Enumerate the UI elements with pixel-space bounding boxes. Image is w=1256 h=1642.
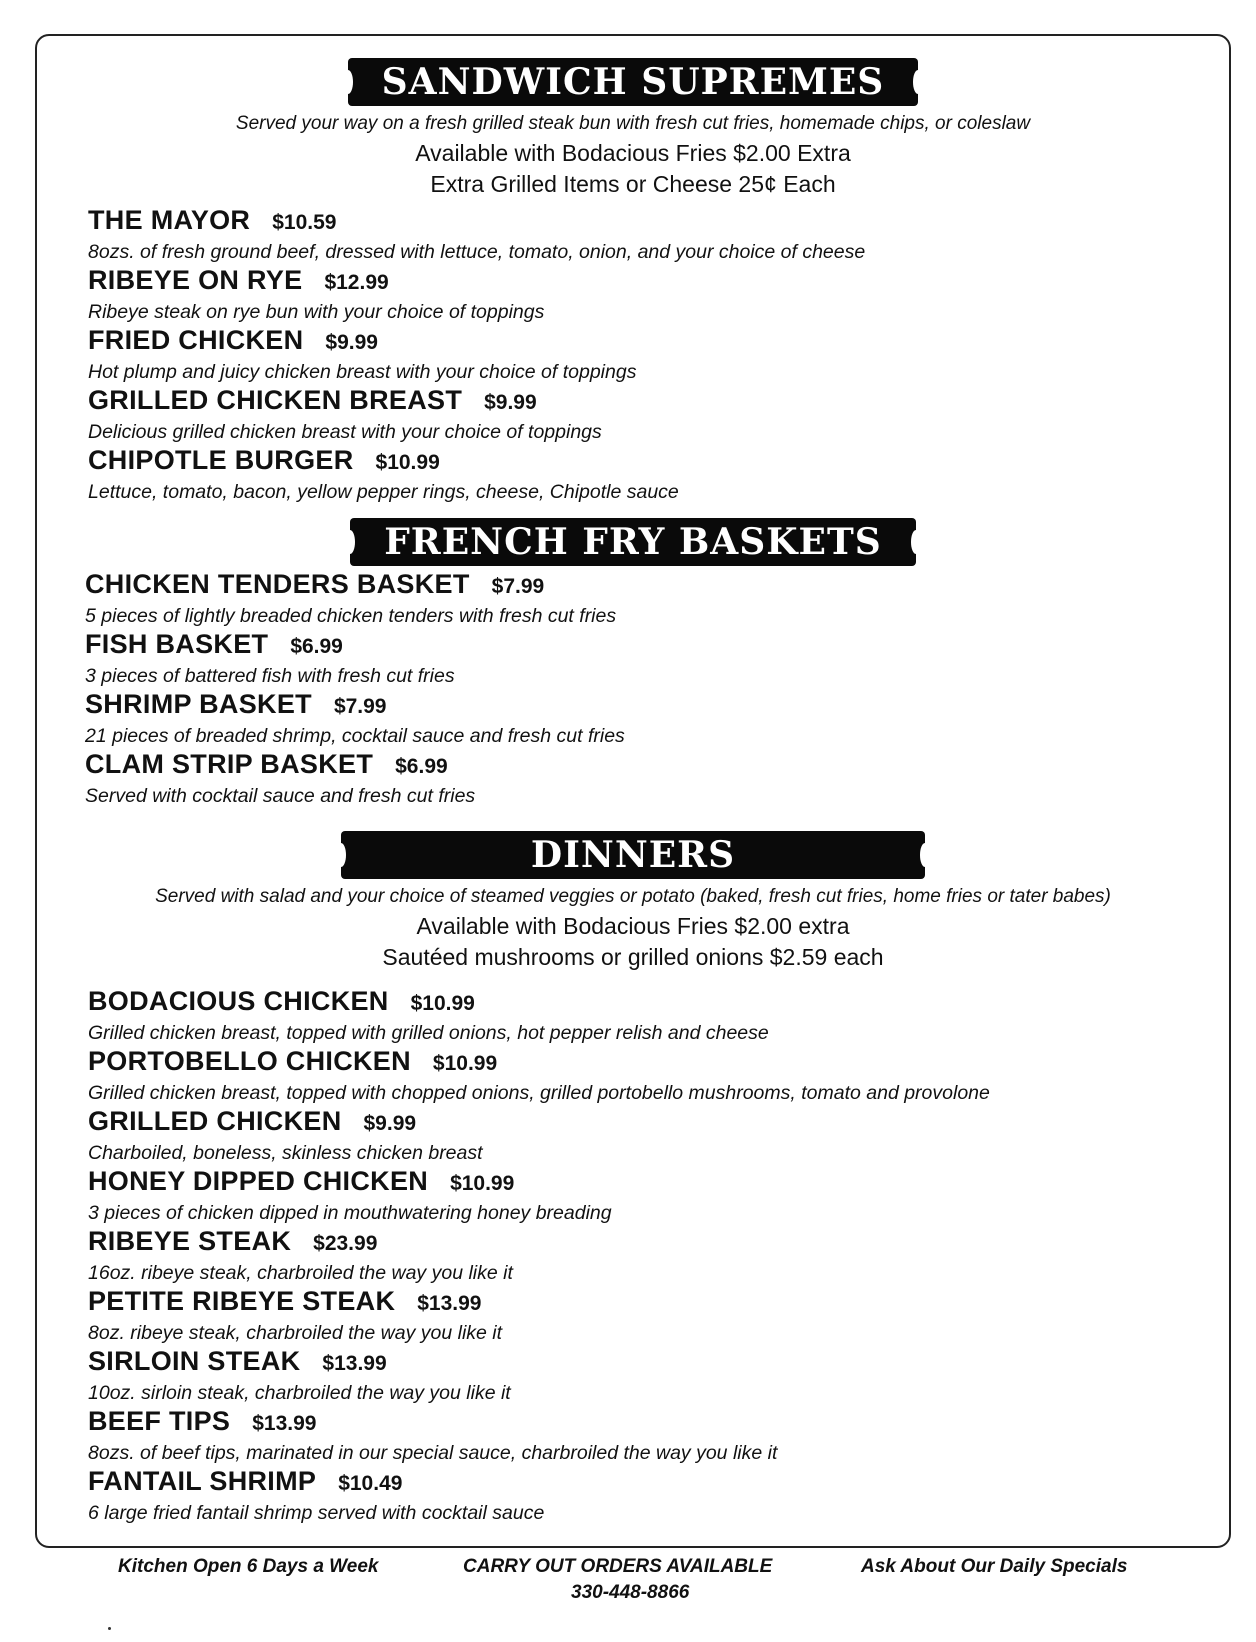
menu-item bbox=[85, 690, 1229, 750]
menu-item bbox=[88, 1407, 1229, 1467]
item-name: GRILLED CHICKEN bbox=[88, 1106, 342, 1136]
intro-note: Extra Grilled Items or Cheese 25¢ Each bbox=[430, 171, 836, 197]
item-price: $7.99 bbox=[333, 695, 387, 718]
item-name: CHICKEN TENDERS BASKET bbox=[85, 569, 470, 599]
item-price: $10.59 bbox=[272, 211, 337, 234]
item-price: $9.99 bbox=[363, 1112, 417, 1135]
footer-phone: 330-448-8866 bbox=[571, 1582, 690, 1603]
item-description: 8oz. ribeye steak, charbroiled the way you like it bbox=[88, 1322, 503, 1344]
menu-item bbox=[88, 266, 1229, 326]
item-description: Grilled chicken breast, topped with chopped onions, grilled portobello mushrooms, tomato and provolone bbox=[88, 1082, 990, 1104]
scan-speck bbox=[108, 1627, 111, 1630]
item-list bbox=[88, 987, 1229, 1527]
item-price: $10.99 bbox=[432, 1052, 498, 1075]
menu-item bbox=[88, 1467, 1229, 1527]
section-heading: FRENCH FRY BASKETS bbox=[350, 518, 916, 566]
item-name: BODACIOUS CHICKEN bbox=[88, 986, 389, 1016]
menu-item bbox=[85, 750, 1229, 810]
item-name: BEEF TIPS bbox=[88, 1406, 231, 1436]
item-name: FANTAIL SHRIMP bbox=[88, 1466, 317, 1496]
item-price: $10.99 bbox=[450, 1172, 515, 1195]
menu-item bbox=[85, 630, 1229, 690]
item-price: $9.99 bbox=[484, 391, 537, 414]
item-description: 16oz. ribeye steak, charbroiled the way you like it bbox=[88, 1262, 513, 1284]
item-name: THE MAYOR bbox=[88, 205, 251, 235]
footer-carry-out: CARRY OUT ORDERS AVAILABLE bbox=[463, 1556, 773, 1577]
menu-item bbox=[88, 326, 1229, 386]
item-description: Lettuce, tomato, bacon, yellow pepper rings, cheese, Chipotle sauce bbox=[88, 481, 679, 503]
menu-item bbox=[88, 386, 1229, 446]
banner bbox=[37, 58, 1229, 106]
item-list bbox=[88, 206, 1229, 506]
intro-note: Sautéed mushrooms or grilled onions $2.59 each bbox=[382, 944, 884, 970]
item-name: GRILLED CHICKEN BREAST bbox=[88, 385, 463, 415]
banner bbox=[37, 831, 1229, 879]
item-price: $6.99 bbox=[395, 755, 448, 778]
banner bbox=[37, 518, 1229, 566]
footer-daily-specials: Ask About Our Daily Specials bbox=[861, 1556, 1128, 1577]
menu-item bbox=[88, 206, 1229, 266]
menu-frame bbox=[35, 34, 1231, 1548]
item-description: Hot plump and juicy chicken breast with your choice of toppings bbox=[88, 361, 637, 383]
item-name: RIBEYE ON RYE bbox=[88, 265, 303, 295]
item-name: CLAM STRIP BASKET bbox=[85, 749, 374, 779]
intro-note: Available with Bodacious Fries $2.00 extra bbox=[416, 913, 850, 939]
footer-kitchen-hours: Kitchen Open 6 Days a Week bbox=[118, 1556, 379, 1577]
item-description: 5 pieces of lightly breaded chicken tenders with fresh cut fries bbox=[85, 605, 617, 627]
section-intro bbox=[37, 110, 1229, 200]
menu-item bbox=[88, 1227, 1229, 1287]
section-dinners bbox=[37, 831, 1229, 1527]
menu-item bbox=[88, 987, 1229, 1047]
menu-item bbox=[88, 1167, 1229, 1227]
item-list bbox=[85, 570, 1229, 810]
item-price: $6.99 bbox=[290, 635, 343, 658]
section-heading: SANDWICH SUPREMES bbox=[348, 58, 919, 106]
item-name: FISH BASKET bbox=[85, 629, 269, 659]
item-description: Charboiled, boneless, skinless chicken breast bbox=[88, 1142, 483, 1164]
item-description: Ribeye steak on rye bun with your choice of toppings bbox=[88, 301, 545, 323]
item-price: $7.99 bbox=[491, 575, 545, 598]
intro-text: Served your way on a fresh grilled steak bun with fresh cut fries, homemade chips, or coleslaw bbox=[235, 113, 1031, 134]
item-name: SIRLOIN STEAK bbox=[88, 1346, 301, 1376]
menu-item bbox=[88, 1287, 1229, 1347]
item-description: Delicious grilled chicken breast with your choice of toppings bbox=[88, 421, 602, 443]
item-price: $10.99 bbox=[410, 992, 475, 1015]
menu-item bbox=[88, 1107, 1229, 1167]
item-price: $10.49 bbox=[338, 1472, 403, 1495]
item-price: $13.99 bbox=[252, 1412, 317, 1435]
menu-item bbox=[88, 446, 1229, 506]
section-french-fry-baskets bbox=[37, 518, 1229, 810]
item-description: 10oz. sirloin steak, charbroiled the way you like it bbox=[88, 1382, 511, 1404]
item-name: PORTOBELLO CHICKEN bbox=[88, 1046, 411, 1076]
item-name: SHRIMP BASKET bbox=[85, 689, 312, 719]
item-description: 8ozs. of fresh ground beef, dressed with lettuce, tomato, onion, and your choice of cheese bbox=[88, 241, 866, 263]
item-price: $13.99 bbox=[417, 1292, 482, 1315]
section-heading: DINNERS bbox=[341, 831, 925, 879]
section-sandwich-supremes bbox=[37, 58, 1229, 506]
intro-text: Served with salad and your choice of steamed veggies or potato (baked, fresh cut fries, home fries or tater babes) bbox=[155, 886, 1111, 907]
item-price: $9.99 bbox=[325, 331, 378, 354]
item-name: FRIED CHICKEN bbox=[88, 325, 304, 355]
section-intro bbox=[37, 883, 1229, 973]
item-description: 3 pieces of chicken dipped in mouthwatering honey breading bbox=[88, 1202, 612, 1224]
item-description: 8ozs. of beef tips, marinated in our special sauce, charbroiled the way you like it bbox=[88, 1442, 778, 1464]
menu-item bbox=[88, 1047, 1229, 1107]
item-price: $12.99 bbox=[324, 271, 389, 294]
item-name: HONEY DIPPED CHICKEN bbox=[88, 1166, 429, 1196]
item-description: 6 large fried fantail shrimp served with cocktail sauce bbox=[88, 1502, 545, 1524]
item-name: RIBEYE STEAK bbox=[88, 1226, 292, 1256]
item-price: $10.99 bbox=[375, 451, 440, 474]
item-description: Grilled chicken breast, topped with grilled onions, hot pepper relish and cheese bbox=[88, 1022, 769, 1044]
item-price: $23.99 bbox=[313, 1232, 378, 1255]
item-description: Served with cocktail sauce and fresh cut fries bbox=[85, 785, 476, 807]
menu-item bbox=[88, 1347, 1229, 1407]
item-description: 21 pieces of breaded shrimp, cocktail sauce and fresh cut fries bbox=[85, 725, 625, 747]
item-description: 3 pieces of battered fish with fresh cut fries bbox=[85, 665, 455, 687]
intro-note: Available with Bodacious Fries $2.00 Extra bbox=[415, 140, 851, 166]
item-price: $13.99 bbox=[322, 1352, 387, 1375]
item-name: CHIPOTLE BURGER bbox=[88, 445, 354, 475]
item-name: PETITE RIBEYE STEAK bbox=[88, 1286, 396, 1316]
menu-item bbox=[85, 570, 1229, 630]
